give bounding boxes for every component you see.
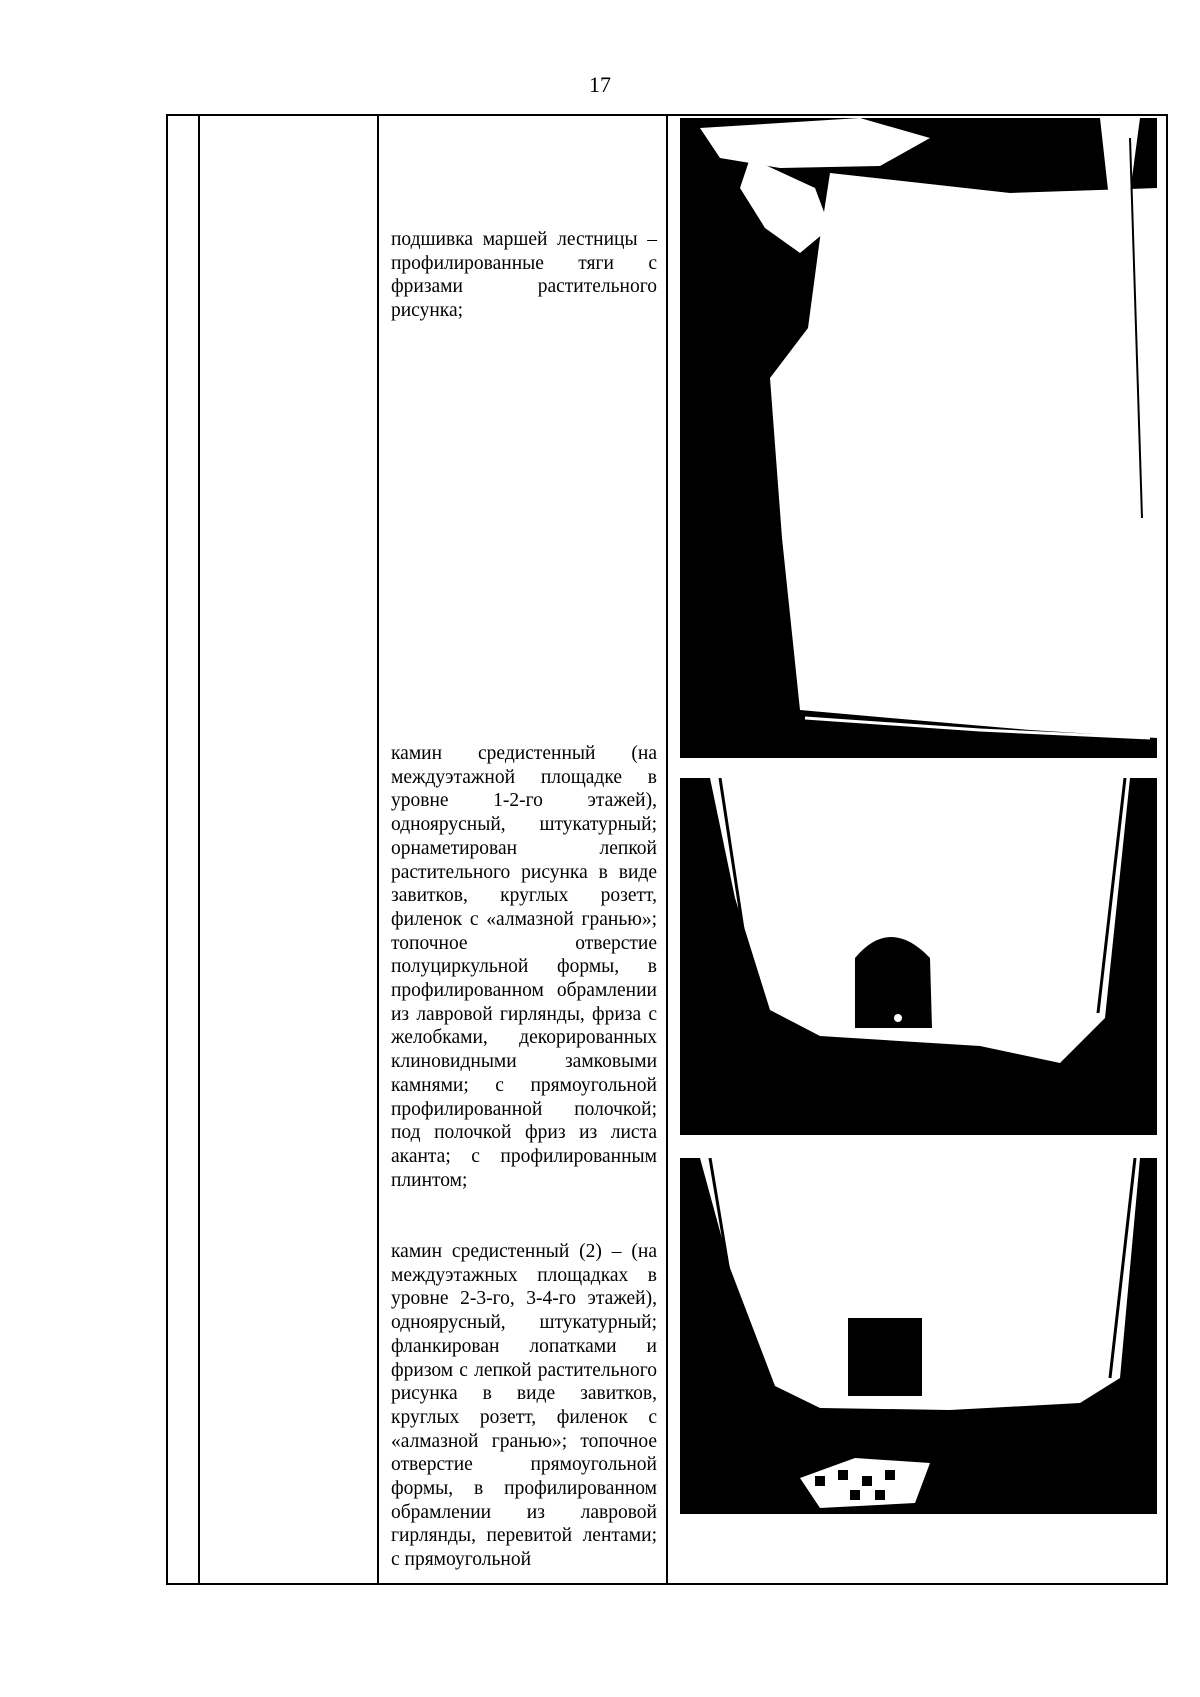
document-table bbox=[166, 114, 1168, 1585]
staircase-photo-image bbox=[680, 118, 1157, 758]
fireplace-arched-photo bbox=[680, 778, 1157, 1135]
fireplace-rectangular-photo-image bbox=[680, 1158, 1157, 1514]
column-divider bbox=[666, 116, 668, 1583]
fireplace-arched-photo-image bbox=[680, 778, 1157, 1135]
paragraph-staircase-soffit: подшивка маршей лестницы – профилированные тяги с фризами растительного рисунка; bbox=[391, 229, 657, 322]
fireplace-rectangular-photo bbox=[680, 1158, 1157, 1514]
column-divider bbox=[377, 116, 379, 1583]
description-cell-1 bbox=[391, 228, 657, 323]
page-number: 17 bbox=[589, 72, 611, 97]
paragraph-fireplace-1: камин средистенный (на междуэтажной площадке в уровне 1-2-го этажей), одноярусный, штукатурный; орнаметирован лепкой растительного рисунка в виде завитков, круглых розетт, филенок с «алмазной гранью»; топочное отверстие полуциркульной формы, в профилированном обрамлении из лавровой гирлянды, фриза с желобками, декорированных клиновидными замковыми камнями; с прямоугольной профилированной полочкой; под полочкой фриз из листа аканта; с профилированным плинтом; bbox=[391, 743, 657, 1191]
column-divider bbox=[198, 116, 200, 1583]
description-cell-3 bbox=[391, 1240, 657, 1572]
staircase-soffit-photo bbox=[680, 118, 1157, 758]
paragraph-fireplace-2: камин средистенный (2) – (на междуэтажных площадках в уровне 2-3-го, 3-4-го этажей), одноярусный, штукатурный; фланкирован лопатками и фризом с лепкой растительного рисунка в виде завитков, круглых розетт, филенок с «алмазной гранью»; топочное отверстие прямоугольной формы, в профилированном обрамлении из лавровой гирлянды, перевитой лентами; с прямоугольной bbox=[391, 1241, 657, 1571]
description-cell-2 bbox=[391, 742, 657, 1192]
